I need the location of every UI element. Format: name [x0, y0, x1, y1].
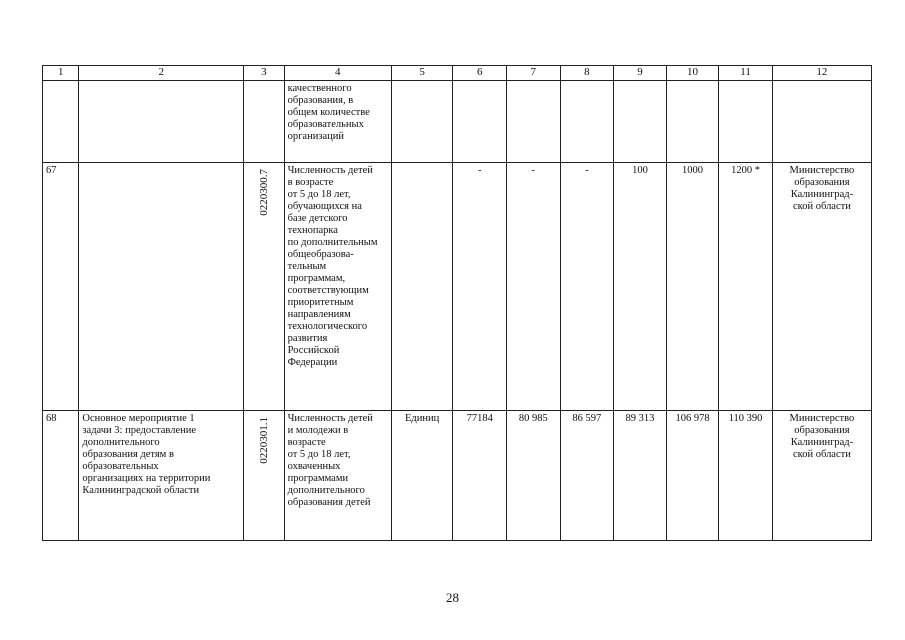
- value-cell: 86 597: [560, 411, 614, 541]
- responsible-cell: Министерство образования Калининград- ской области: [772, 163, 871, 411]
- header-cell: 4: [284, 66, 391, 81]
- code-cell: [244, 163, 284, 411]
- indicator-cell: качественного образования, в общем количестве образовательных организаций: [284, 81, 391, 163]
- unit-cell: [391, 163, 453, 411]
- header-cell: 1: [43, 66, 79, 81]
- activity-cell: [79, 163, 244, 411]
- value-cell: 1000: [666, 163, 719, 411]
- code-cell: [244, 411, 284, 541]
- indicators-table: [42, 65, 872, 541]
- header-cell: 6: [453, 66, 507, 81]
- row-number-cell: 68: [43, 411, 79, 541]
- responsible-cell: [772, 81, 871, 163]
- code-text: 0220300.7: [257, 169, 270, 216]
- code-text: 0220301.1: [257, 417, 270, 464]
- value-cell: 100: [614, 163, 667, 411]
- value-cell: 80 985: [507, 411, 561, 541]
- header-cell: 2: [79, 66, 244, 81]
- indicator-cell: Численность детей в возрасте от 5 до 18 лет, обучающихся на базе детского технопарка по дополнительным общеобразова- тельным программам, соответствующим приоритетным направлениям технологического развития Российской Федерации: [284, 163, 391, 411]
- value-cell: 106 978: [666, 411, 719, 541]
- header-cell: 8: [560, 66, 614, 81]
- value-cell: [719, 81, 773, 163]
- value-cell: 1200 *: [719, 163, 773, 411]
- value-cell: -: [560, 163, 614, 411]
- indicator-cell: Численность детей и молодежи в возрасте от 5 до 18 лет, охваченных программами дополнительного образования детей: [284, 411, 391, 541]
- column-number-row: [43, 66, 872, 81]
- value-cell: 77184: [453, 411, 507, 541]
- value-cell: -: [453, 163, 507, 411]
- page-number: 28: [446, 590, 459, 605]
- value-cell: -: [507, 163, 561, 411]
- value-cell: [614, 81, 667, 163]
- activity-cell: [79, 81, 244, 163]
- value-cell: 89 313: [614, 411, 667, 541]
- value-cell: [507, 81, 561, 163]
- table-row: [43, 81, 872, 163]
- header-cell: 9: [614, 66, 667, 81]
- table-row: [43, 163, 872, 411]
- activity-cell: Основное мероприятие 1 задачи 3: предоставление дополнительного образования детям в образовательных организациях на территории Калининградской области: [79, 411, 244, 541]
- table-row: [43, 411, 872, 541]
- header-cell: 7: [507, 66, 561, 81]
- header-cell: 12: [772, 66, 871, 81]
- header-cell: 3: [244, 66, 284, 81]
- value-cell: [453, 81, 507, 163]
- value-cell: [560, 81, 614, 163]
- unit-cell: [391, 81, 453, 163]
- unit-cell: Единиц: [391, 411, 453, 541]
- row-number-cell: [43, 81, 79, 163]
- code-cell: [244, 81, 284, 163]
- value-cell: [666, 81, 719, 163]
- header-cell: 10: [666, 66, 719, 81]
- responsible-cell: Министерство образования Калининград- ской области: [772, 411, 871, 541]
- row-number-cell: 67: [43, 163, 79, 411]
- header-cell: 11: [719, 66, 773, 81]
- header-cell: 5: [391, 66, 453, 81]
- value-cell: 110 390: [719, 411, 773, 541]
